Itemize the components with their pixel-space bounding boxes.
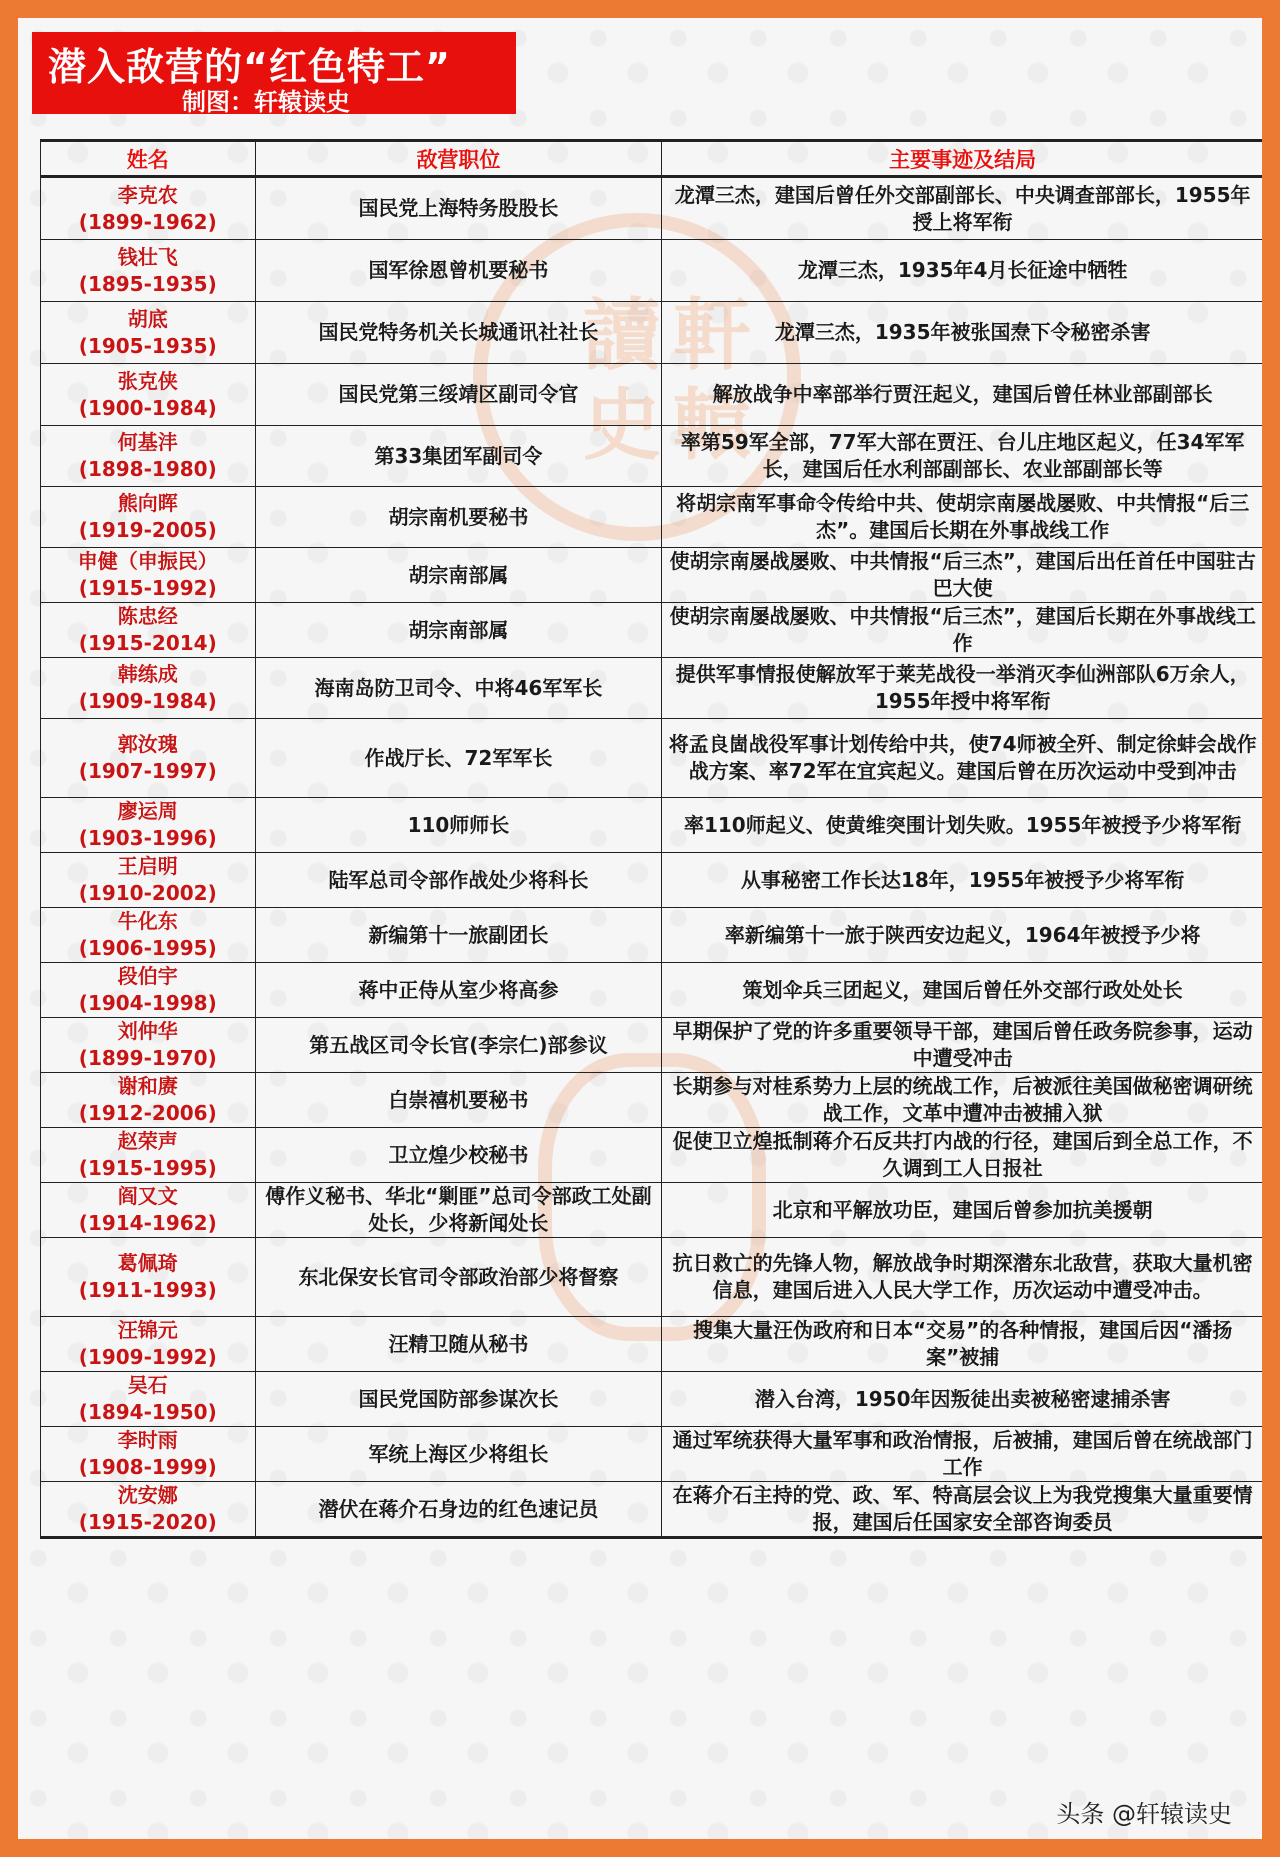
table-row (41, 658, 1263, 719)
agent-years: (1910-2002) (78, 881, 217, 905)
position-cell: 国民党国防部参谋次长 (255, 1372, 662, 1427)
agent-name: 韩练成 (117, 662, 178, 686)
name-cell (41, 658, 256, 719)
deeds-cell: 解放战争中率部举行贾汪起义，建国后曾任林业部副部长 (662, 364, 1262, 426)
agent-years: (1895-1935) (78, 271, 217, 296)
name-cell (41, 240, 256, 302)
agent-name: 陈忠经 (117, 604, 178, 628)
agent-years: (1908-1999) (78, 1455, 217, 1479)
agent-years: (1914-1962) (78, 1211, 217, 1235)
agent-name: 吴石 (127, 1373, 168, 1397)
watermark-char: 史 (583, 380, 662, 471)
deeds-cell: 龙潭三杰，1935年4月长征途中牺牲 (662, 240, 1262, 302)
table-row (41, 240, 1263, 302)
table-row (41, 1427, 1263, 1482)
name-cell (41, 364, 256, 426)
name-cell (41, 302, 256, 364)
deeds-cell: 提供军事情报使解放军于莱芜战役一举消灭李仙洲部队6万余人，1955年授中将军衔 (662, 658, 1262, 719)
table-header-row (41, 141, 1263, 177)
name-cell (41, 426, 256, 487)
table-row (41, 1482, 1263, 1538)
table-row (41, 963, 1263, 1018)
position-cell: 军统上海区少将组长 (255, 1427, 662, 1482)
agent-name: 沈安娜 (117, 1483, 178, 1507)
deeds-cell: 潜入台湾，1950年因叛徒出卖被秘密逮捕杀害 (662, 1372, 1262, 1427)
name-cell (41, 1238, 256, 1317)
agent-years: (1894-1950) (78, 1400, 217, 1424)
name-cell (41, 719, 256, 798)
position-cell: 胡宗南部属 (255, 603, 662, 658)
agent-name: 胡底 (127, 306, 168, 331)
agent-name: 阎又文 (117, 1184, 178, 1208)
name-cell (41, 1317, 256, 1372)
position-cell: 国民党上海特务股股长 (255, 177, 662, 240)
agent-name: 谢和赓 (117, 1074, 178, 1098)
deeds-cell: 龙潭三杰，建国后曾任外交部副部长、中央调查部部长，1955年授上将军衔 (662, 177, 1262, 240)
name-cell (41, 908, 256, 963)
agent-years: (1919-2005) (78, 518, 217, 542)
position-cell: 蒋中正侍从室少将高参 (255, 963, 662, 1018)
agent-years: (1899-1970) (78, 1046, 217, 1070)
deeds-cell: 策划伞兵三团起义，建国后曾任外交部行政处处长 (662, 963, 1262, 1018)
agent-name: 申健（申振民） (77, 549, 218, 573)
agent-name: 王启明 (117, 854, 178, 878)
table-row (41, 908, 1263, 963)
deeds-cell: 从事秘密工作长达18年，1955年被授予少将军衔 (662, 853, 1262, 908)
agent-name: 张克侠 (117, 368, 178, 393)
name-cell (41, 1372, 256, 1427)
table-row (41, 798, 1263, 853)
table-row (41, 1073, 1263, 1128)
deeds-cell: 促使卫立煌抵制蒋介石反共打内战的行径，建国后到全总工作，不久调到工人日报社 (662, 1128, 1262, 1183)
name-cell (41, 1183, 256, 1238)
agent-name: 赵荣声 (117, 1129, 178, 1153)
position-cell: 潜伏在蒋介石身边的红色速记员 (255, 1482, 662, 1538)
agent-name: 廖运周 (117, 799, 178, 823)
position-cell: 国民党第三绥靖区副司令官 (255, 364, 662, 426)
agent-name: 汪锦元 (117, 1318, 178, 1342)
agent-years: (1909-1992) (78, 1345, 217, 1369)
agent-years: (1900-1984) (78, 395, 217, 420)
table-row (41, 548, 1263, 603)
agent-years: (1915-2014) (78, 631, 217, 655)
table-row (41, 1128, 1263, 1183)
header-name: 姓名 (41, 141, 256, 177)
table-row (41, 487, 1263, 548)
agent-years: (1911-1993) (78, 1278, 217, 1302)
agent-name: 李克农 (117, 182, 178, 207)
agent-years: (1909-1984) (78, 689, 217, 713)
header-position: 敌营职位 (255, 141, 662, 177)
position-cell: 胡宗南机要秘书 (255, 487, 662, 548)
deeds-cell: 早期保护了党的许多重要领导干部，建国后曾任政务院参事，运动中遭受冲击 (662, 1018, 1262, 1073)
agent-years: (1915-2020) (78, 1510, 217, 1534)
table-row (41, 603, 1263, 658)
agent-years: (1898-1980) (78, 457, 217, 481)
watermark-char: 軒 (673, 290, 752, 381)
deeds-cell: 率新编第十一旅于陕西安边起义，1964年被授予少将 (662, 908, 1262, 963)
deeds-cell: 使胡宗南屡战屡败、中共情报“后三杰”，建国后出任首任中国驻古巴大使 (662, 548, 1262, 603)
position-cell: 第五战区司令长官(李宗仁)部参议 (255, 1018, 662, 1073)
position-cell: 国民党特务机关长城通讯社社长 (255, 302, 662, 364)
name-cell (41, 1018, 256, 1073)
position-cell: 第33集团军副司令 (255, 426, 662, 487)
deeds-cell: 长期参与对桂系势力上层的统战工作，后被派往美国做秘密调研统战工作，文革中遭冲击被捕入狱 (662, 1073, 1262, 1128)
agent-years: (1903-1996) (78, 826, 217, 850)
table-row (41, 1238, 1263, 1317)
deeds-cell: 率110师起义、使黄维突围计划失败。1955年被授予少将军衔 (662, 798, 1262, 853)
deeds-cell: 抗日救亡的先锋人物，解放战争时期深潜东北敌营，获取大量机密信息，建国后进入人民大学工作，历次运动中遭受冲击。 (662, 1238, 1262, 1317)
agent-name: 熊向晖 (117, 491, 178, 515)
title-banner (32, 32, 516, 114)
position-cell: 白崇禧机要秘书 (255, 1073, 662, 1128)
header-deeds: 主要事迹及结局 (662, 141, 1262, 177)
name-cell (41, 853, 256, 908)
deeds-cell: 龙潭三杰，1935年被张国焘下令秘密杀害 (662, 302, 1262, 364)
agent-years: (1912-2006) (78, 1101, 217, 1125)
page-subtitle: 制图：轩辕读史 (182, 88, 350, 116)
deeds-cell: 搜集大量汪伪政府和日本“交易”的各种情报，建国后因“潘扬案”被捕 (662, 1317, 1262, 1372)
agent-years: (1904-1998) (78, 991, 217, 1015)
agent-years: (1905-1935) (78, 333, 217, 358)
name-cell (41, 963, 256, 1018)
watermark-char: 轅 (673, 380, 752, 471)
agent-name: 李时雨 (117, 1428, 178, 1452)
agent-name: 钱壮飞 (117, 244, 178, 269)
name-cell (41, 177, 256, 240)
deeds-cell: 将孟良崮战役军事计划传给中共，使74师被全歼、制定徐蚌会战作战方案、率72军在宜宾起义。建国后曾在历次运动中受到冲击 (662, 719, 1262, 798)
agent-years: (1915-1992) (78, 576, 217, 600)
page (18, 18, 1262, 1839)
table-row (41, 426, 1263, 487)
name-cell (41, 1427, 256, 1482)
name-cell (41, 1482, 256, 1538)
deeds-cell: 通过军统获得大量军事和政治情报，后被捕，建国后曾在统战部门工作 (662, 1427, 1262, 1482)
name-cell (41, 1128, 256, 1183)
agent-years: (1906-1995) (78, 936, 217, 960)
agent-years: (1907-1997) (78, 759, 217, 783)
table-row (41, 1183, 1263, 1238)
watermark-char: 讀 (583, 290, 662, 381)
deeds-cell: 在蒋介石主持的党、政、军、特高层会议上为我党搜集大量重要情报，建国后任国家安全部咨询委员 (662, 1482, 1262, 1538)
deeds-cell: 率第59军全部，77军大部在贾汪、台儿庄地区起义，任34军军长，建国后任水利部副部长、农业部副部长等 (662, 426, 1262, 487)
name-cell (41, 603, 256, 658)
position-cell: 110师师长 (255, 798, 662, 853)
table-row (41, 719, 1263, 798)
agents-table (40, 139, 1262, 1539)
name-cell (41, 548, 256, 603)
footer-credit: 头条 @轩辕读史 (1056, 1800, 1232, 1828)
position-cell: 东北保安长官司令部政治部少将督察 (255, 1238, 662, 1317)
agent-name: 刘仲华 (117, 1019, 178, 1043)
table-row (41, 1018, 1263, 1073)
position-cell: 傅作义秘书、华北“剿匪”总司令部政工处副处长，少将新闻处长 (255, 1183, 662, 1238)
table-row (41, 177, 1263, 240)
table-row (41, 1372, 1263, 1427)
name-cell (41, 1073, 256, 1128)
position-cell: 海南岛防卫司令、中将46军军长 (255, 658, 662, 719)
agent-years: (1915-1995) (78, 1156, 217, 1180)
agent-name: 郭汝瑰 (117, 732, 178, 756)
page-title: 潜入敌营的“红色特工” (48, 45, 451, 89)
agent-years: (1899-1962) (78, 209, 217, 234)
position-cell: 作战厅长、72军军长 (255, 719, 662, 798)
position-cell: 陆军总司令部作战处少将科长 (255, 853, 662, 908)
deeds-cell: 北京和平解放功臣，建国后曾参加抗美援朝 (662, 1183, 1262, 1238)
position-cell: 新编第十一旅副团长 (255, 908, 662, 963)
deeds-cell: 将胡宗南军事命令传给中共、使胡宗南屡战屡败、中共情报“后三杰”。建国后长期在外事战线工作 (662, 487, 1262, 548)
position-cell: 卫立煌少校秘书 (255, 1128, 662, 1183)
agent-name: 牛化东 (117, 909, 178, 933)
position-cell: 国军徐恩曾机要秘书 (255, 240, 662, 302)
position-cell: 汪精卫随从秘书 (255, 1317, 662, 1372)
name-cell (41, 798, 256, 853)
agent-name: 葛佩琦 (117, 1251, 178, 1275)
deeds-cell: 使胡宗南屡战屡败、中共情报“后三杰”，建国后长期在外事战线工作 (662, 603, 1262, 658)
position-cell: 胡宗南部属 (255, 548, 662, 603)
name-cell (41, 487, 256, 548)
agent-name: 何基沣 (117, 430, 178, 454)
table-row (41, 302, 1263, 364)
table-row (41, 1317, 1263, 1372)
table-row (41, 853, 1263, 908)
agent-name: 段伯宇 (117, 964, 178, 988)
table-row (41, 364, 1263, 426)
